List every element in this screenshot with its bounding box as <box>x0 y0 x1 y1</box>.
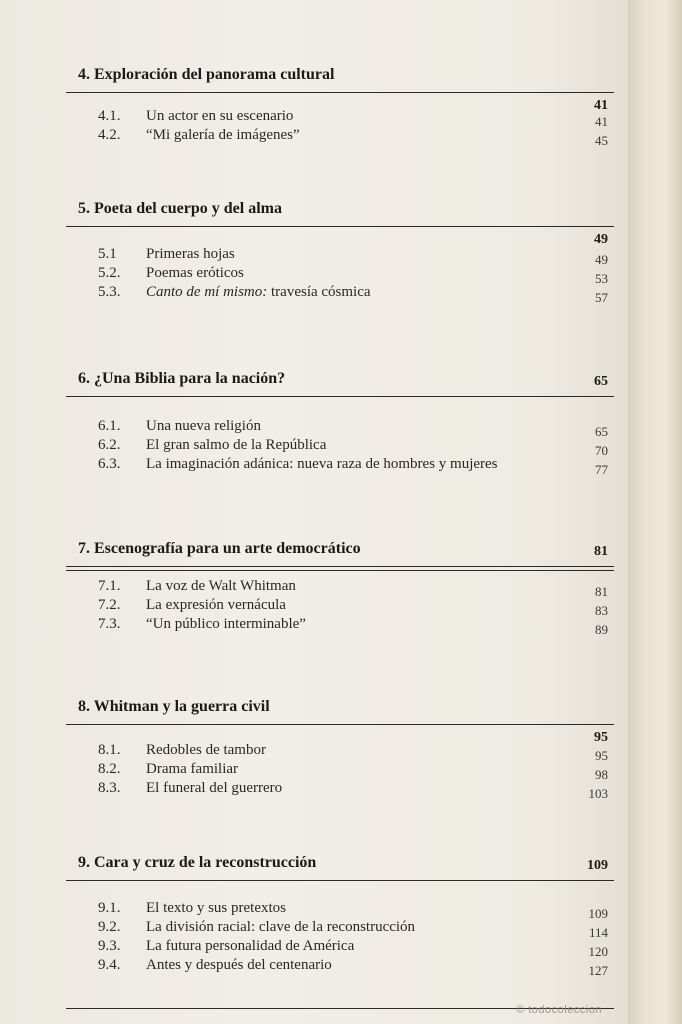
section-entry <box>98 265 608 284</box>
section-list <box>98 418 608 475</box>
section-entry <box>98 418 608 437</box>
section-page-number: 53 <box>595 271 608 286</box>
section-page-number: 45 <box>595 133 608 148</box>
section-number: 4.2. <box>98 127 121 143</box>
section-title: Una nueva religión <box>146 418 261 434</box>
chapter-page-number: 109 <box>587 858 608 873</box>
section-title: Redobles de tambor <box>146 742 266 758</box>
section-page-number: 109 <box>588 906 608 921</box>
section-title: La futura personalidad de América <box>146 938 355 954</box>
section-page-number: 70 <box>595 443 608 458</box>
section-number: 8.3. <box>98 780 121 796</box>
section-page-number: 57 <box>595 290 608 305</box>
chapter-8 <box>66 690 614 801</box>
section-number: 7.2. <box>98 597 121 613</box>
chapter-title: 9. Cara y cruz de la reconstrucción <box>78 854 317 871</box>
section-entry <box>98 900 608 919</box>
chapter-title: 8. Whitman y la guerra civil <box>78 698 270 715</box>
section-number: 6.1. <box>98 418 121 434</box>
section-page-number: 95 <box>595 748 608 763</box>
section-number: 5.3. <box>98 284 121 300</box>
chapter-heading <box>66 362 614 397</box>
watermark-text: © todocoleccion <box>516 1004 602 1016</box>
chapter-heading <box>66 58 614 113</box>
section-title-italic: Canto de mí mismo: <box>146 284 268 300</box>
section-entry <box>98 284 608 303</box>
chapter-7 <box>66 532 614 637</box>
chapter-page-number: 81 <box>594 544 608 559</box>
chapter-page-number: 49 <box>594 232 608 247</box>
section-number: 5.2. <box>98 265 121 281</box>
section-page-number: 81 <box>595 584 608 599</box>
section-title: El funeral del guerrero <box>146 780 283 796</box>
chapter-title: 7. Escenografía para un arte democrático <box>78 540 361 557</box>
section-entry <box>98 127 608 146</box>
section-title: Poemas eróticos <box>146 265 244 281</box>
section-title: La imaginación adánica: nueva raza de hombres y mujeres <box>146 456 498 472</box>
section-entry <box>98 108 608 127</box>
section-title: La voz de Walt Whitman <box>146 578 296 594</box>
section-title: Drama familiar <box>146 761 239 777</box>
section-number: 5.1 <box>98 246 117 262</box>
section-list <box>98 900 608 976</box>
chapter-heading <box>66 846 614 881</box>
section-title: La división racial: clave de la reconstrucción <box>146 919 416 935</box>
section-number: 9.4. <box>98 957 121 973</box>
section-title: Primeras hojas <box>146 246 235 262</box>
chapter-heading <box>66 532 614 567</box>
section-number: 6.3. <box>98 456 121 472</box>
section-title: La expresión vernácula <box>146 597 286 613</box>
section-number: 4.1. <box>98 108 121 124</box>
section-title: travesía cósmica <box>267 284 371 300</box>
chapter-page-number: 95 <box>594 730 608 745</box>
chapter-page-number: 41 <box>594 98 608 113</box>
section-page-number: 114 <box>588 925 608 940</box>
section-number: 8.1. <box>98 742 121 758</box>
section-entry <box>98 437 608 456</box>
section-entry <box>98 616 608 635</box>
section-entry <box>98 597 608 616</box>
section-page-number: 49 <box>595 252 608 267</box>
section-entry <box>98 246 608 265</box>
section-title: Antes y después del centenario <box>146 957 332 973</box>
section-entry <box>98 919 608 938</box>
section-title: El gran salmo de la República <box>146 437 327 453</box>
chapter-heading <box>66 192 614 247</box>
section-number: 7.1. <box>98 578 121 594</box>
chapter-heading <box>66 690 614 745</box>
section-page-number: 120 <box>588 944 608 959</box>
section-list <box>98 246 608 303</box>
chapter-5 <box>66 192 614 305</box>
section-page-number: 89 <box>595 622 608 637</box>
section-page-number: 41 <box>595 114 608 129</box>
section-title: “Mi galería de imágenes” <box>146 127 300 143</box>
section-entry <box>98 578 608 597</box>
section-number: 9.1. <box>98 900 121 916</box>
section-page-number: 83 <box>595 603 608 618</box>
section-entry <box>98 780 608 799</box>
section-page-number: 98 <box>595 767 608 782</box>
section-page-number: 65 <box>595 424 608 439</box>
section-number: 8.2. <box>98 761 121 777</box>
chapter-page-number: 65 <box>594 374 608 389</box>
chapter-divider <box>66 570 614 571</box>
section-title: “Un público interminable” <box>146 616 306 632</box>
section-entry <box>98 938 608 957</box>
chapter-4 <box>66 58 614 148</box>
section-page-number: 127 <box>588 963 608 978</box>
section-page-number: 77 <box>595 462 608 477</box>
section-number: 7.3. <box>98 616 121 632</box>
section-list <box>98 578 608 635</box>
section-list <box>98 742 608 799</box>
section-entry <box>98 742 608 761</box>
chapter-6 <box>66 362 614 477</box>
section-page-number: 103 <box>588 786 608 801</box>
chapter-9 <box>66 846 614 978</box>
chapter-title: 6. ¿Una Biblia para la nación? <box>78 370 286 387</box>
section-title: Un actor en su escenario <box>146 108 294 124</box>
chapter-title: 4. Exploración del panorama cultural <box>78 66 335 83</box>
chapter-title: 5. Poeta del cuerpo y del alma <box>78 200 282 217</box>
section-entry <box>98 957 608 976</box>
section-entry <box>98 456 608 475</box>
next-page-edge <box>628 0 682 1024</box>
section-number: 6.2. <box>98 437 121 453</box>
section-title: El texto y sus pretextos <box>146 900 286 916</box>
section-list <box>98 108 608 146</box>
section-number: 9.2. <box>98 919 121 935</box>
section-entry <box>98 761 608 780</box>
section-number: 9.3. <box>98 938 121 954</box>
